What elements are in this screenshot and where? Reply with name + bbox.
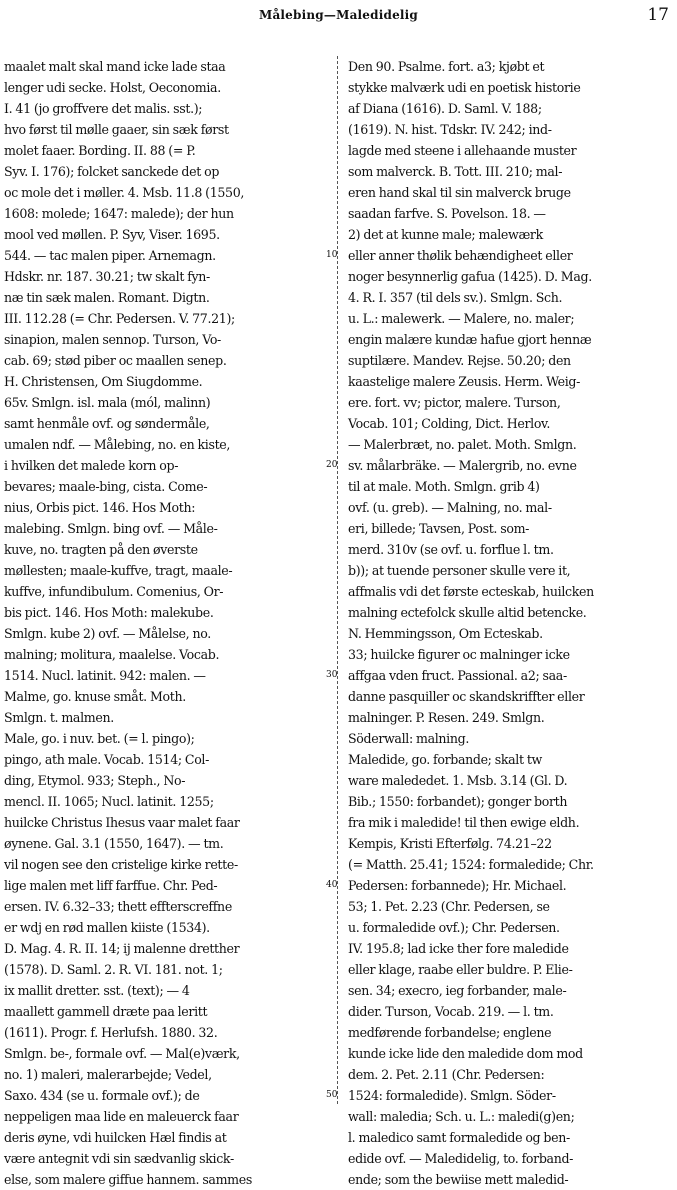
text-line: Bib.; 1550: forbandet); gonger borth (348, 794, 568, 809)
text-line: cab. 69; stød piber oc maallen senep. (4, 353, 227, 368)
text-line: (1578). D. Saml. 2. R. VI. 181. not. 1; (4, 962, 223, 977)
text-line: H. Christensen, Om Siugdomme. (4, 374, 203, 389)
page-number: 17 (647, 5, 669, 25)
text-line: Smlgn. be-, formale ovf. — Mal(e)værk, (4, 1046, 240, 1061)
text-line: eri, billede; Tavsen, Post. som- (348, 521, 530, 536)
text-line: 1514. Nucl. latinit. 942: malen. — (4, 668, 206, 683)
text-line: oc mole det i møller. 4. Msb. 11.8 (1550, (4, 185, 245, 200)
text-line: malninger. P. Resen. 249. Smlgn. (348, 710, 545, 725)
text-line: malning; molitura, maalelse. Vocab. (4, 647, 220, 662)
text-line: Vocab. 101; Colding, Dict. Herlov. (348, 416, 550, 431)
text-line: samt henmåle ovf. og søndermåle, (4, 416, 210, 431)
text-line: u. formaledide ovf.); Chr. Pedersen. (348, 920, 560, 935)
text-line: huilcke Christus Ihesus vaar malet faar (4, 815, 240, 830)
text-line: 65v. Smlgn. isl. mala (mól, malinn) (4, 395, 211, 410)
text-line: dider. Turson, Vocab. 219. — l. tm. (348, 1004, 554, 1019)
text-line: til at male. Moth. Smlgn. grib 4) (348, 479, 540, 494)
text-line: b)); at tuende personer skulle vere it, (348, 563, 571, 578)
text-line: sen. 34; execro, ieg forbander, male- (348, 983, 567, 998)
text-line: else, som malere giffue hannem. sammes (4, 1172, 252, 1187)
text-line: Male, go. i nuv. bet. (= l. pingo); (4, 731, 195, 746)
running-head: Målebing—Maledidelig (258, 8, 419, 22)
text-line: molet faaer. Bording. II. 88 (= P. (4, 143, 196, 158)
text-line: merd. 310v (se ovf. u. forflue l. tm. (348, 542, 554, 557)
text-line: wall: maledia; Sch. u. L.: maledi(g)en; (348, 1109, 575, 1124)
text-line: ovf. (u. greb). — Malning, no. mal- (348, 500, 552, 515)
text-line: eren hand skal til sin malverck bruge (348, 185, 571, 200)
text-line: mool ved møllen. P. Syv, Viser. 1695. (4, 227, 220, 242)
text-line: er wdj en rød mallen kiiste (1534). (4, 920, 210, 935)
text-line: neppeligen maa lide en maleuerck faar (4, 1109, 239, 1124)
text-line: danne pasquiller oc skandskriffter eller (348, 689, 585, 704)
text-line: malebing. Smlgn. bing ovf. — Måle- (4, 521, 218, 536)
text-line: umalen ndf. — Målebing, no. en kiste, (4, 437, 231, 452)
text-line: pingo, ath male. Vocab. 1514; Col- (4, 752, 210, 767)
text-line: Saxo. 434 (se u. formale ovf.); de (4, 1088, 200, 1103)
text-line: lige malen met liff farffue. Chr. Ped- (4, 878, 218, 893)
text-line: kuffve, infundibulum. Comenius, Or- (4, 584, 224, 599)
text-line: Hdskr. nr. 187. 30.21; tw skalt fyn- (4, 269, 210, 284)
text-line: mencl. II. 1065; Nucl. latinit. 1255; (4, 794, 214, 809)
text-line: ix mallit dretter. sst. (text); — 4 (4, 983, 190, 998)
text-line: no. 1) maleri, malerarbejde; Vedel, (4, 1067, 212, 1082)
text-line: af Diana (1616). D. Saml. V. 188; (348, 101, 542, 116)
text-line: Pedersen: forbannede); Hr. Michael. (348, 878, 567, 893)
text-line: lagde med steene i allehaande muster (348, 143, 577, 158)
text-line: Kempis, Kristi Efterfølg. 74.21–22 (348, 836, 552, 851)
line-marker: 30 (326, 670, 338, 680)
text-line: nius, Orbis pict. 146. Hos Moth: (4, 500, 196, 515)
text-line: hvo først til mølle gaaer, sin sæk først (4, 122, 229, 137)
text-line: affmalis vdi det første ecteskab, huilcken (348, 584, 594, 599)
text-line: ere. fort. vv; pictor, malere. Turson, (348, 395, 561, 410)
line-number-markers (326, 56, 348, 1108)
text-line: medførende forbandelse; englene (348, 1025, 552, 1040)
text-line: 4. R. I. 357 (til dels sv.). Smlgn. Sch. (348, 290, 563, 305)
text-line: malning ectefolck skulle altid betencke. (348, 605, 587, 620)
text-line: Smlgn. t. malmen. (4, 710, 114, 725)
text-line: suptilære. Mandev. Rejse. 50.20; den (348, 353, 571, 368)
text-line: (= Matth. 25.41; 1524: formaledide; Chr. (348, 857, 594, 872)
text-line: bis pict. 146. Hos Moth: malekube. (4, 605, 214, 620)
text-line: (1611). Progr. f. Herlufsh. 1880. 32. (4, 1025, 218, 1040)
text-line: møllesten; maale-kuffve, tragt, maale- (4, 563, 233, 578)
text-line: kunde icke lide den maledide dom mod (348, 1046, 583, 1061)
line-marker: 10 (326, 250, 338, 260)
text-line: edide ovf. — Maledidelig, to. forband- (348, 1151, 574, 1166)
text-line: Söderwall: malning. (348, 731, 469, 746)
line-marker: 50 (326, 1090, 338, 1100)
text-line: i hvilken det malede korn op- (4, 458, 179, 473)
text-line: saadan farfve. S. Povelson. 18. — (348, 206, 546, 221)
text-line: III. 112.28 (= Chr. Pedersen. V. 77.21); (4, 311, 235, 326)
text-line: 1524: formaledide). Smlgn. Söder- (348, 1088, 556, 1103)
text-line: bevares; maale-bing, cista. Come- (4, 479, 208, 494)
text-line: stykke malværk udi en poetisk historie (348, 80, 581, 95)
text-line: eller anner thølik behændigheet eller (348, 248, 573, 263)
text-line: deris øyne, vdi huilcken Hæl findis at (4, 1130, 227, 1145)
text-line: IV. 195.8; lad icke ther fore maledide (348, 941, 569, 956)
text-line: ding, Etymol. 933; Steph., No- (4, 773, 186, 788)
text-line: noger besynnerlig gafua (1425). D. Mag. (348, 269, 592, 284)
text-line: kuve, no. tragten på den øverste (4, 542, 198, 557)
text-line: maallett gammell dræte paa leritt (4, 1004, 208, 1019)
text-line: Malme, go. knuse småt. Moth. (4, 689, 186, 704)
text-line: I. 41 (jo groffvere det malis. sst.); (4, 101, 203, 116)
text-line: 1608: molede; 1647: malede); der hun (4, 206, 234, 221)
text-line: ende; som the bewiise mett maledid- (348, 1172, 569, 1187)
text-line: dem. 2. Pet. 2.11 (Chr. Pedersen: (348, 1067, 545, 1082)
text-line: sv. målarbräke. — Malergrib, no. evne (348, 458, 577, 473)
text-line: som malverck. B. Tott. III. 210; mal- (348, 164, 563, 179)
text-line: Maledide, go. forbande; skalt tw (348, 752, 542, 767)
text-line: — Malerbræt, no. palet. Moth. Smlgn. (348, 437, 577, 452)
text-line: øynene. Gal. 3.1 (1550, 1647). — tm. (4, 836, 224, 851)
text-line: eller klage, raabe eller buldre. P. Elie- (348, 962, 573, 977)
text-line: Smlgn. kube 2) ovf. — Målelse, no. (4, 626, 211, 641)
text-line: Syv. I. 176); folcket sanckede det op (4, 164, 220, 179)
text-line: affgaa vden fruct. Passional. a2; saa- (348, 668, 567, 683)
text-line: (1619). N. hist. Tdskr. IV. 242; ind- (348, 122, 552, 137)
text-line: ware malededet. 1. Msb. 3.14 (Gl. D. (348, 773, 568, 788)
text-line: 53; 1. Pet. 2.23 (Chr. Pedersen, se (348, 899, 550, 914)
text-line: lenger udi secke. Holst, Oeconomia. (4, 80, 221, 95)
text-line: maalet malt skal mand icke lade staa (4, 59, 226, 74)
text-line: kaastelige malere Zeusis. Herm. Weig- (348, 374, 581, 389)
text-line: fra mik i maledide! til then ewige eldh. (348, 815, 580, 830)
text-line: være antegnit vdi sin sædvanlig skick- (4, 1151, 234, 1166)
text-line: engin malære kundæ hafue gjort hennæ (348, 332, 592, 347)
page-header (0, 6, 677, 28)
text-line: 2) det at kunne male; malewærk (348, 227, 543, 242)
text-line: ersen. IV. 6.32–33; thett effterscreffne (4, 899, 232, 914)
text-line: Den 90. Psalme. fort. a3; kjøbt et (348, 59, 545, 74)
line-marker: 20 (326, 460, 338, 470)
text-line: sinapion, malen sennop. Turson, Vo- (4, 332, 221, 347)
left-column (4, 56, 328, 1187)
text-line: N. Hemmingsson, Om Ecteskab. (348, 626, 543, 641)
text-line: 544. — tac malen piper. Arnemagn. (4, 248, 216, 263)
text-line: u. L.: malewerk. — Malere, no. maler; (348, 311, 575, 326)
text-line: vil nogen see den cristelige kirke rette- (4, 857, 238, 872)
text-line: D. Mag. 4. R. II. 14; ij malenne dretther (4, 941, 240, 956)
text-line: l. maledico samt formaledide og ben- (348, 1130, 570, 1145)
right-column (348, 56, 672, 1187)
line-marker: 40 (326, 880, 338, 890)
text-line: 33; huilcke figurer oc malninger icke (348, 647, 570, 662)
text-line: næ tin sæk malen. Romant. Digtn. (4, 290, 210, 305)
